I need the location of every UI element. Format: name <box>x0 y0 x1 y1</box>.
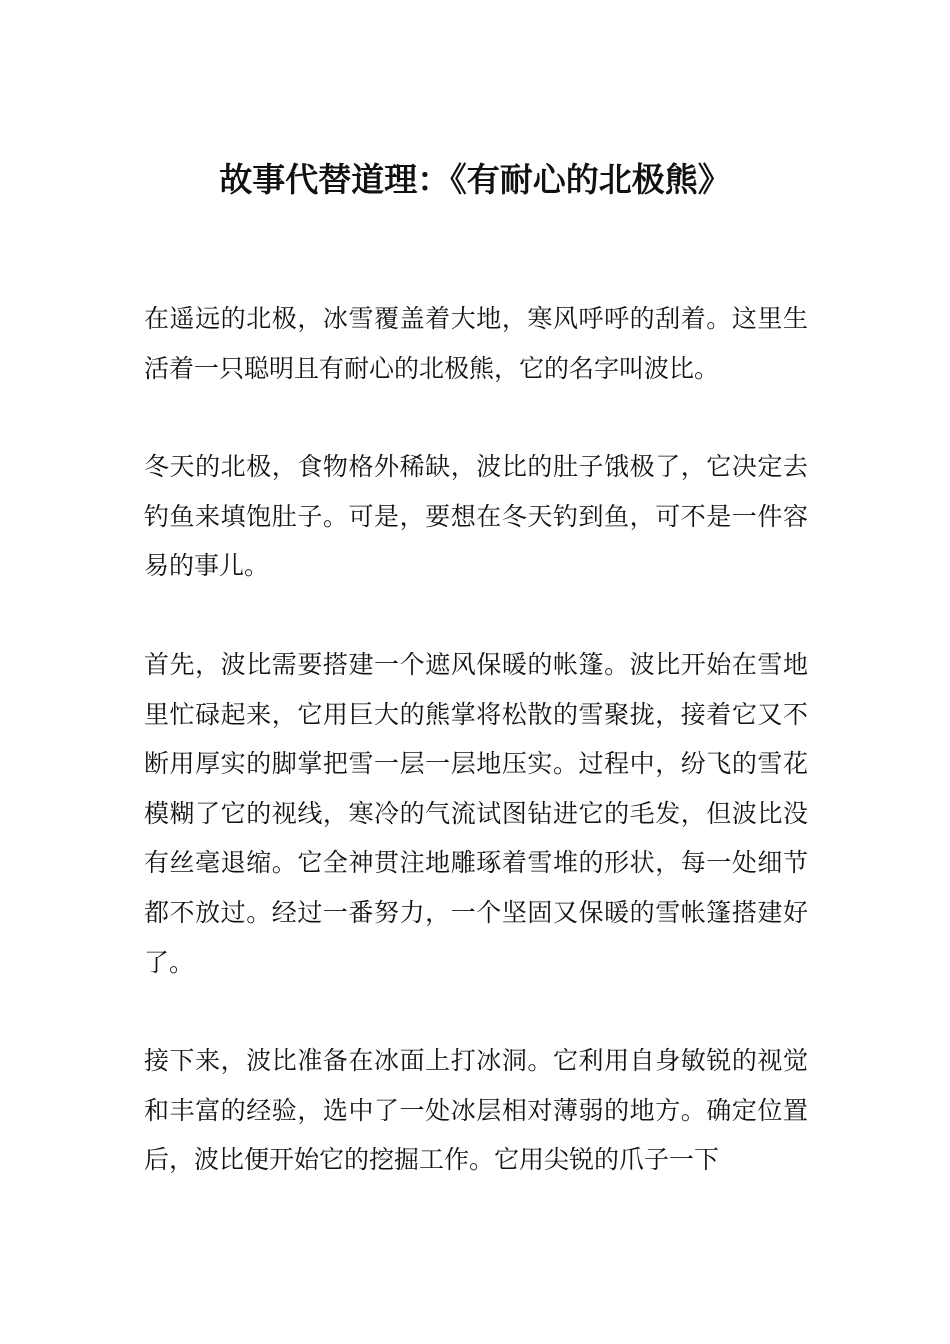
paragraph-1: 在遥远的北极，冰雪覆盖着大地，寒风呼呼的刮着。这里生活着一只聪明且有耐心的北极熊，它的名字叫波比。 <box>144 304 808 383</box>
paragraph-4: 接下来，波比准备在冰面上打冰洞。它利用自身敏锐的视觉和丰富的经验，选中了一处冰层相对薄弱的地方。确定位置后，波比便开始它的挖掘工作。它用尖锐的爪子一下 <box>144 1046 808 1175</box>
paragraph-2: 冬天的北极，食物格外稀缺，波比的肚子饿极了，它决定去钓鱼来填饱肚子。可是，要想在冬天钓到鱼，可不是一件容易的事儿。 <box>144 452 808 581</box>
paragraph-3: 首先，波比需要搭建一个遮风保暖的帐篷。波比开始在雪地里忙碌起来，它用巨大的熊掌将松散的雪聚拢，接着它又不断用厚实的脚掌把雪一层一层地压实。过程中，纷飞的雪花模糊了它的视线，寒冷的气流试图钻进它的毛发，但波比没有丝毫退缩。它全神贯注地雕琢着雪堆的形状，每一处细节都不放过。经过一番努力，一个坚固又保暖的雪帐篷搭建好了。 <box>144 649 808 977</box>
document-title: 故事代替道理：《有耐心的北极熊》 <box>219 160 731 199</box>
document-body <box>144 294 808 1234</box>
